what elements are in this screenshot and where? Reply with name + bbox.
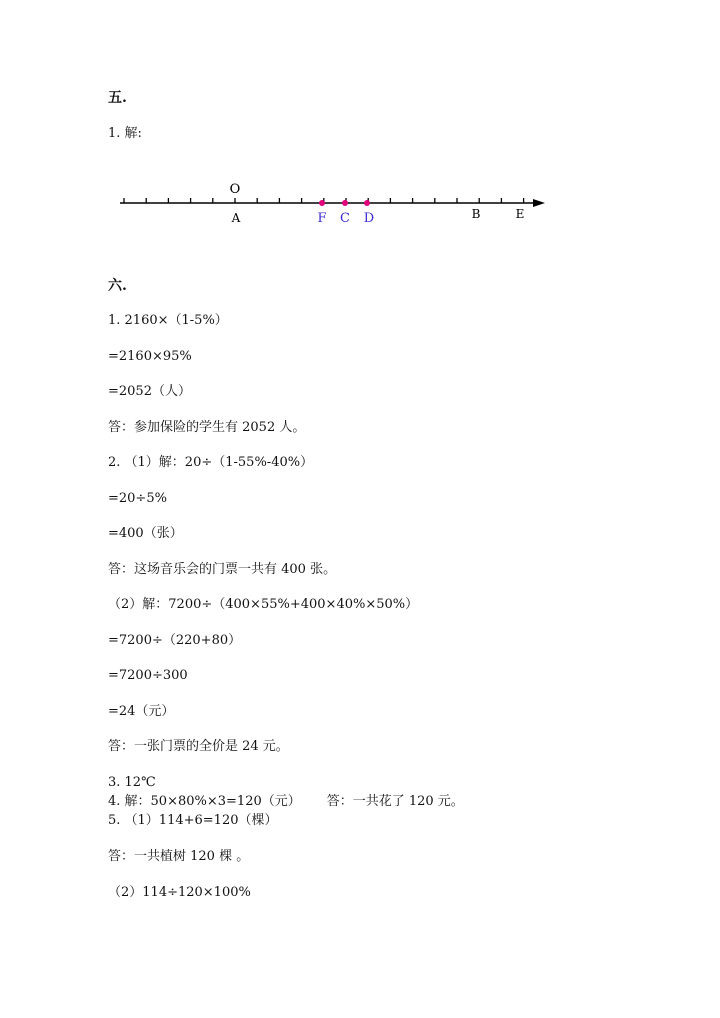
q4-answer: 答：一共花了 120 元。 <box>326 794 464 809</box>
q1-label: 1. 解: <box>108 126 142 141</box>
q2-line-3: =400（张） <box>108 526 183 541</box>
section5-heading: 五. <box>108 90 127 106</box>
q2-part2-answer: 答：一张门票的全价是 24 元。 <box>108 739 289 754</box>
q1-line-2: =2160×95% <box>108 349 192 364</box>
point-label-e: E <box>515 207 525 221</box>
q2-part2-line-1: （2）解：7200÷（400×55%+400×40%×50%） <box>108 597 419 612</box>
number-line <box>0 170 720 230</box>
q1-line-1: 1. 2160×（1-5%） <box>108 313 228 328</box>
q2-line-2: =20÷5% <box>108 491 167 506</box>
q1-answer: 答：参加保险的学生有 2052 人。 <box>108 420 306 435</box>
point-label-b: B <box>471 207 481 221</box>
q1-line-3: =2052（人） <box>108 384 191 399</box>
point-label-a: A <box>231 211 241 225</box>
point-d-dot <box>364 200 370 206</box>
point-label-d: D <box>363 211 375 226</box>
q4-work: 4. 解：50×80%×3=120（元） <box>108 794 301 809</box>
origin-label: O <box>229 182 241 197</box>
point-f-dot <box>319 200 325 206</box>
point-label-c: C <box>340 211 350 226</box>
q2-line-1: 2. （1）解：20÷（1-55%-40%） <box>108 455 314 470</box>
q4-line <box>108 794 464 810</box>
axis-arrow <box>533 199 545 207</box>
point-label-f: F <box>317 211 327 226</box>
point-c-dot <box>342 200 348 206</box>
q2-part1-answer: 答：这场音乐会的门票一共有 400 张。 <box>108 562 337 577</box>
section6-heading: 六. <box>108 278 127 294</box>
q5-part2: （2）114÷120×100% <box>108 885 251 900</box>
q3-line: 3. 12℃ <box>108 775 156 790</box>
q2-part2-line-3: =7200÷300 <box>108 668 188 683</box>
q2-part2-line-2: =7200÷（220+80） <box>108 633 242 648</box>
q5-part1: 5. （1）114+6=120（棵） <box>108 813 278 828</box>
q5-part1-answer: 答：一共植树 120 棵 。 <box>108 849 250 864</box>
q2-part2-line-4: =24（元） <box>108 704 175 719</box>
